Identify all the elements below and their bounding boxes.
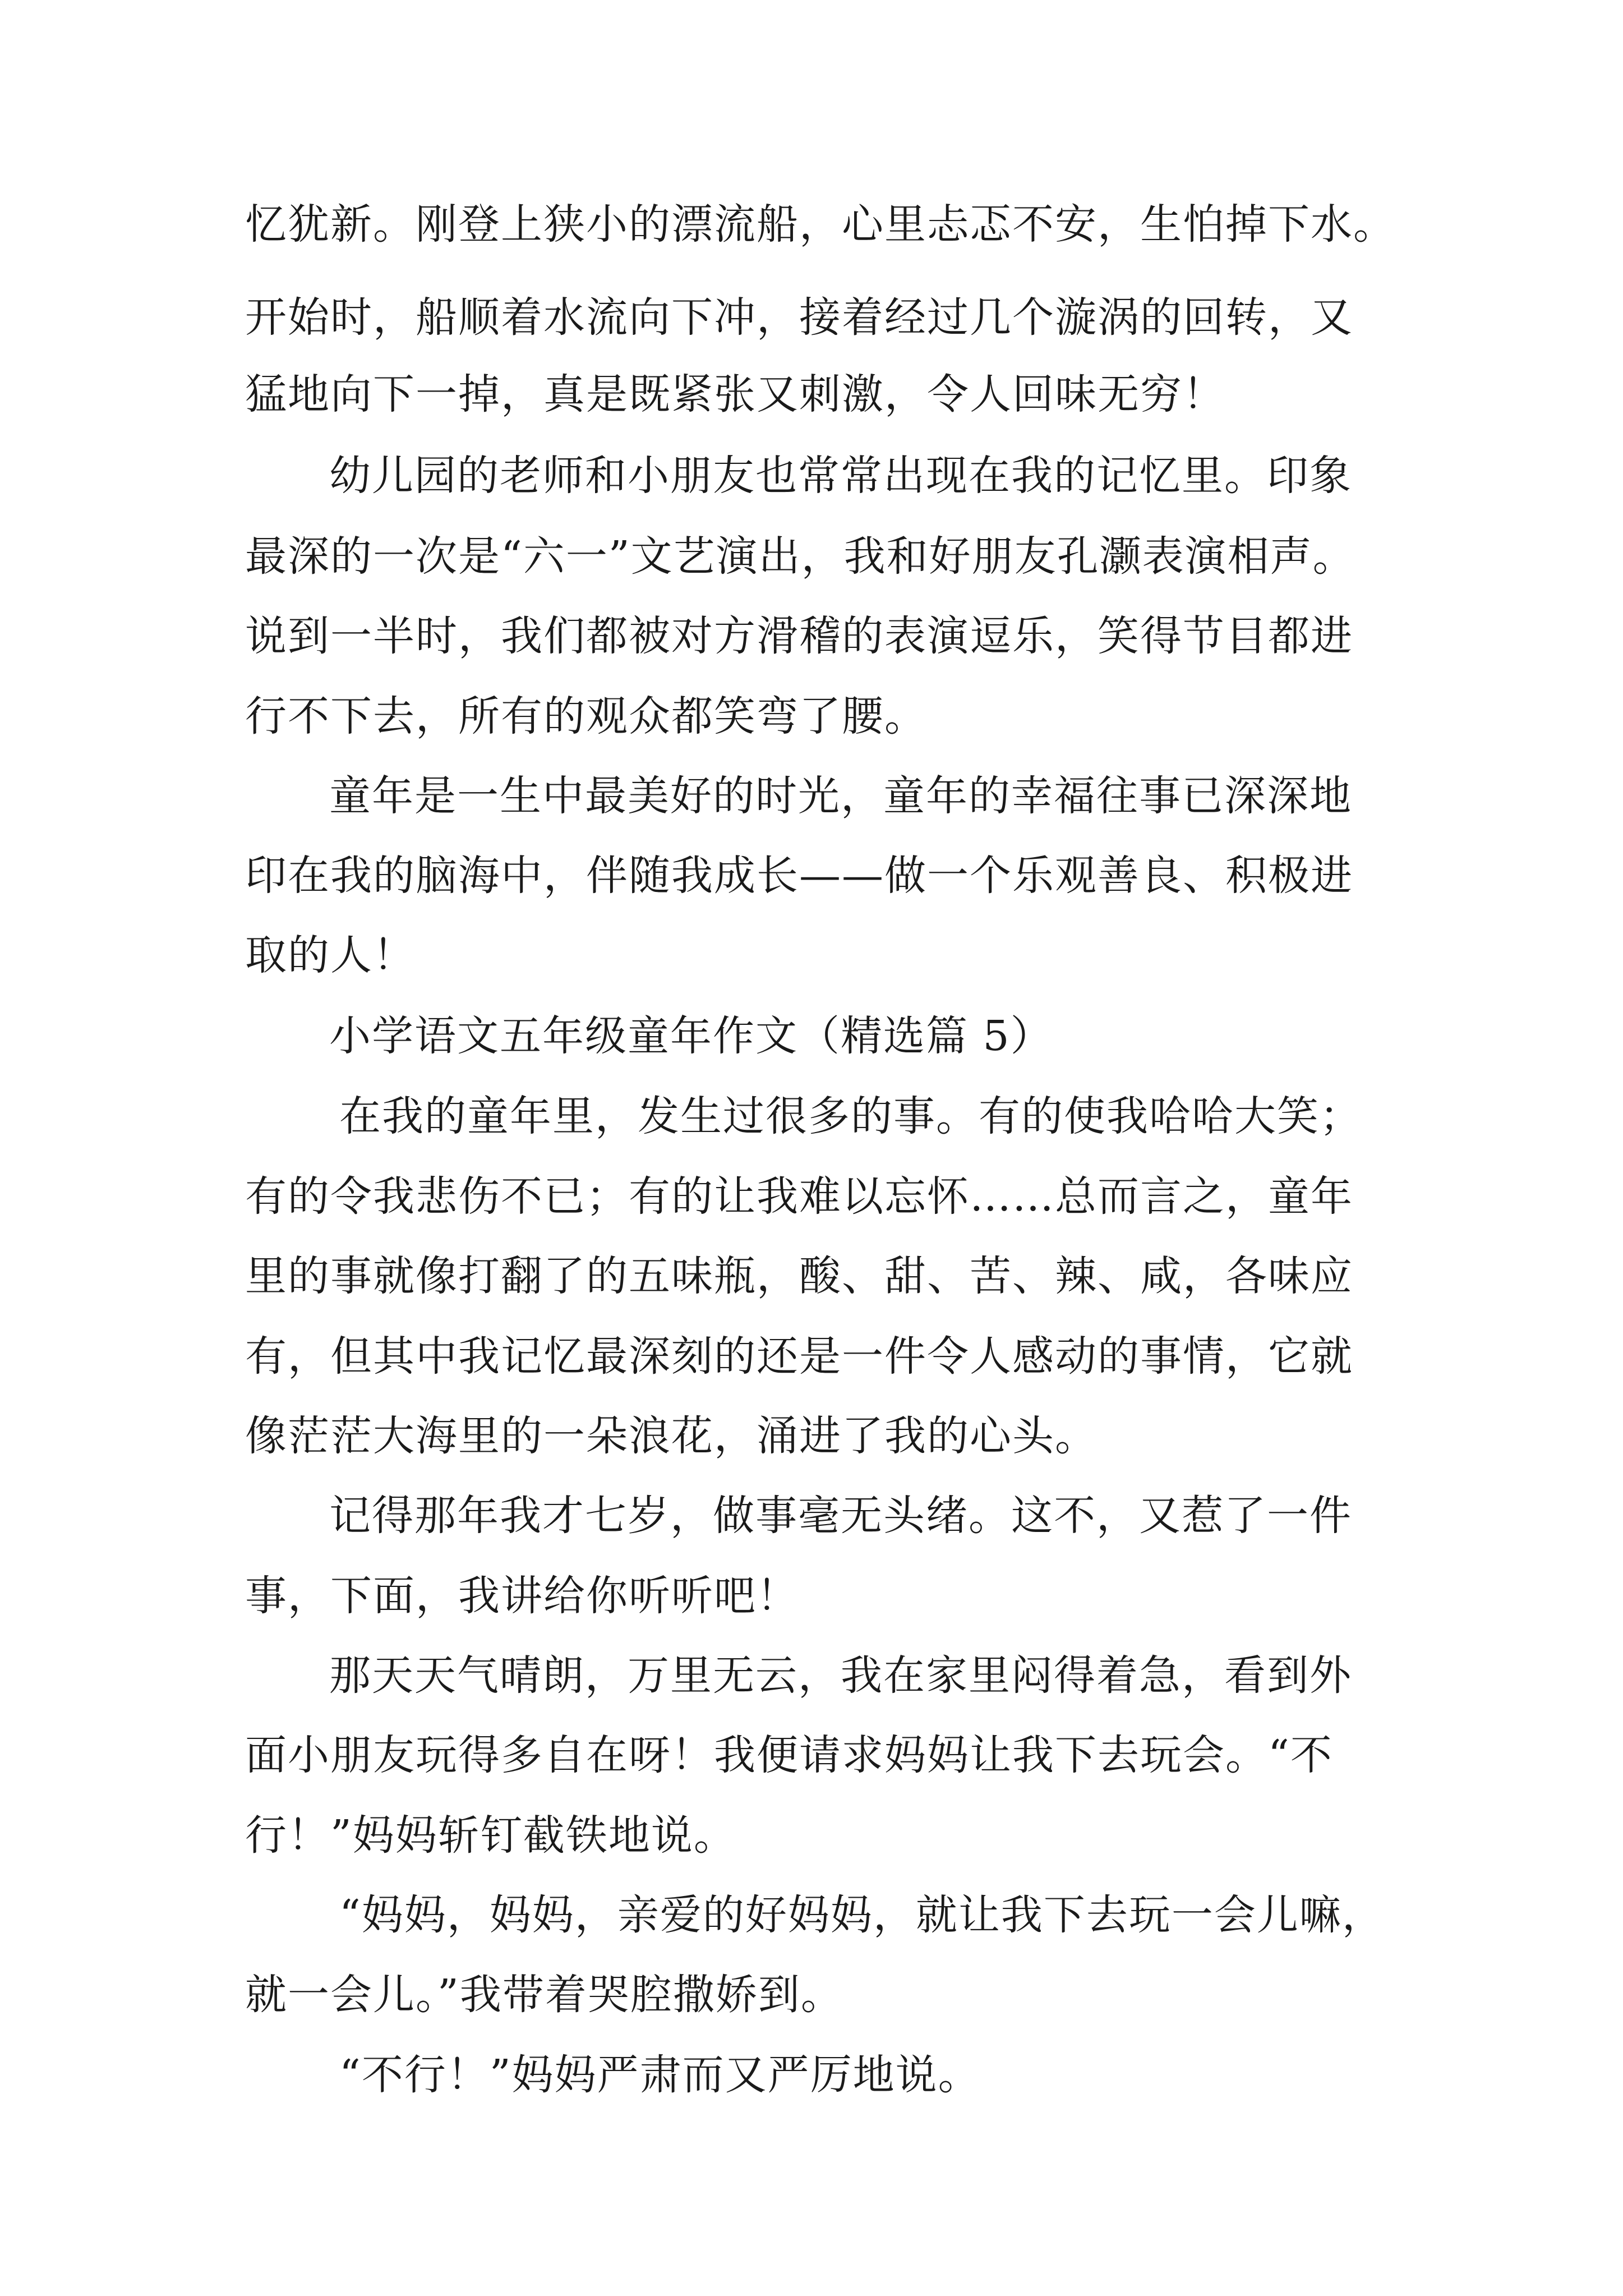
text-line: 行不下去，所有的观众都笑弯了腰。 — [245, 692, 927, 740]
text-line: 面小朋友玩得多自在呀！我便请求妈妈让我下去玩会。“不 — [245, 1731, 1333, 1779]
text-line: 童年是一生中最美好的时光，童年的幸福往事已深深地 — [329, 772, 1352, 820]
text-line: 记得那年我才七岁，做事毫无头绪。这不，又惹了一件 — [329, 1492, 1352, 1540]
text-line: 最深的一次是“六一”文艺演出，我和好朋友孔灏表演相声。 — [245, 532, 1355, 581]
text-line: 取的人！ — [245, 931, 416, 979]
text-line: 说到一半时，我们都被对方滑稽的表演逗乐，笑得节目都进 — [245, 612, 1353, 660]
text-line: “不行！”妈妈严肃而又严厉地说。 — [339, 2051, 981, 2099]
text-line: 像茫茫大海里的一朵浪花，涌进了我的心头。 — [245, 1412, 1098, 1460]
text-line: 有的令我悲伤不已；有的让我难以忘怀……总而言之，童年 — [245, 1172, 1353, 1221]
section-heading: 小学语文五年级童年作文（精选篇 5） — [329, 1012, 1053, 1060]
text-line: 事，下面，我讲给你听听吧！ — [245, 1572, 799, 1620]
text-line: 忆犹新。刚登上狭小的漂流船，心里忐忑不安，生怕掉下水。 — [245, 200, 1396, 249]
text-line: 幼儿园的老师和小朋友也常常出现在我的记忆里。印象 — [329, 452, 1352, 500]
text-line: “妈妈，妈妈，亲爱的好妈妈，就让我下去玩一会儿嘛， — [339, 1891, 1385, 1939]
text-line: 就一会儿。”我带着哭腔撒娇到。 — [245, 1971, 843, 2019]
text-line: 里的事就像打翻了的五味瓶，酸、甜、苦、辣、咸，各味应 — [245, 1252, 1353, 1300]
text-line: 那天天气晴朗，万里无云，我在家里闷得着急，看到外 — [329, 1651, 1352, 1700]
text-line: 猛地向下一掉，真是既紧张又刺激，令人回味无穷！ — [245, 370, 1225, 418]
text-line: 行！”妈妈斩钉截铁地说。 — [245, 1811, 736, 1860]
text-line: 有，但其中我记忆最深刻的还是一件令人感动的事情，它就 — [245, 1332, 1353, 1381]
text-line: 在我的童年里，发生过很多的事。有的使我哈哈大笑； — [339, 1092, 1362, 1140]
text-line: 开始时，船顺着水流向下冲，接着经过几个漩涡的回转，又 — [245, 293, 1353, 342]
text-line: 印在我的脑海中，伴随我成长——做一个乐观善良、积极进 — [245, 852, 1353, 900]
